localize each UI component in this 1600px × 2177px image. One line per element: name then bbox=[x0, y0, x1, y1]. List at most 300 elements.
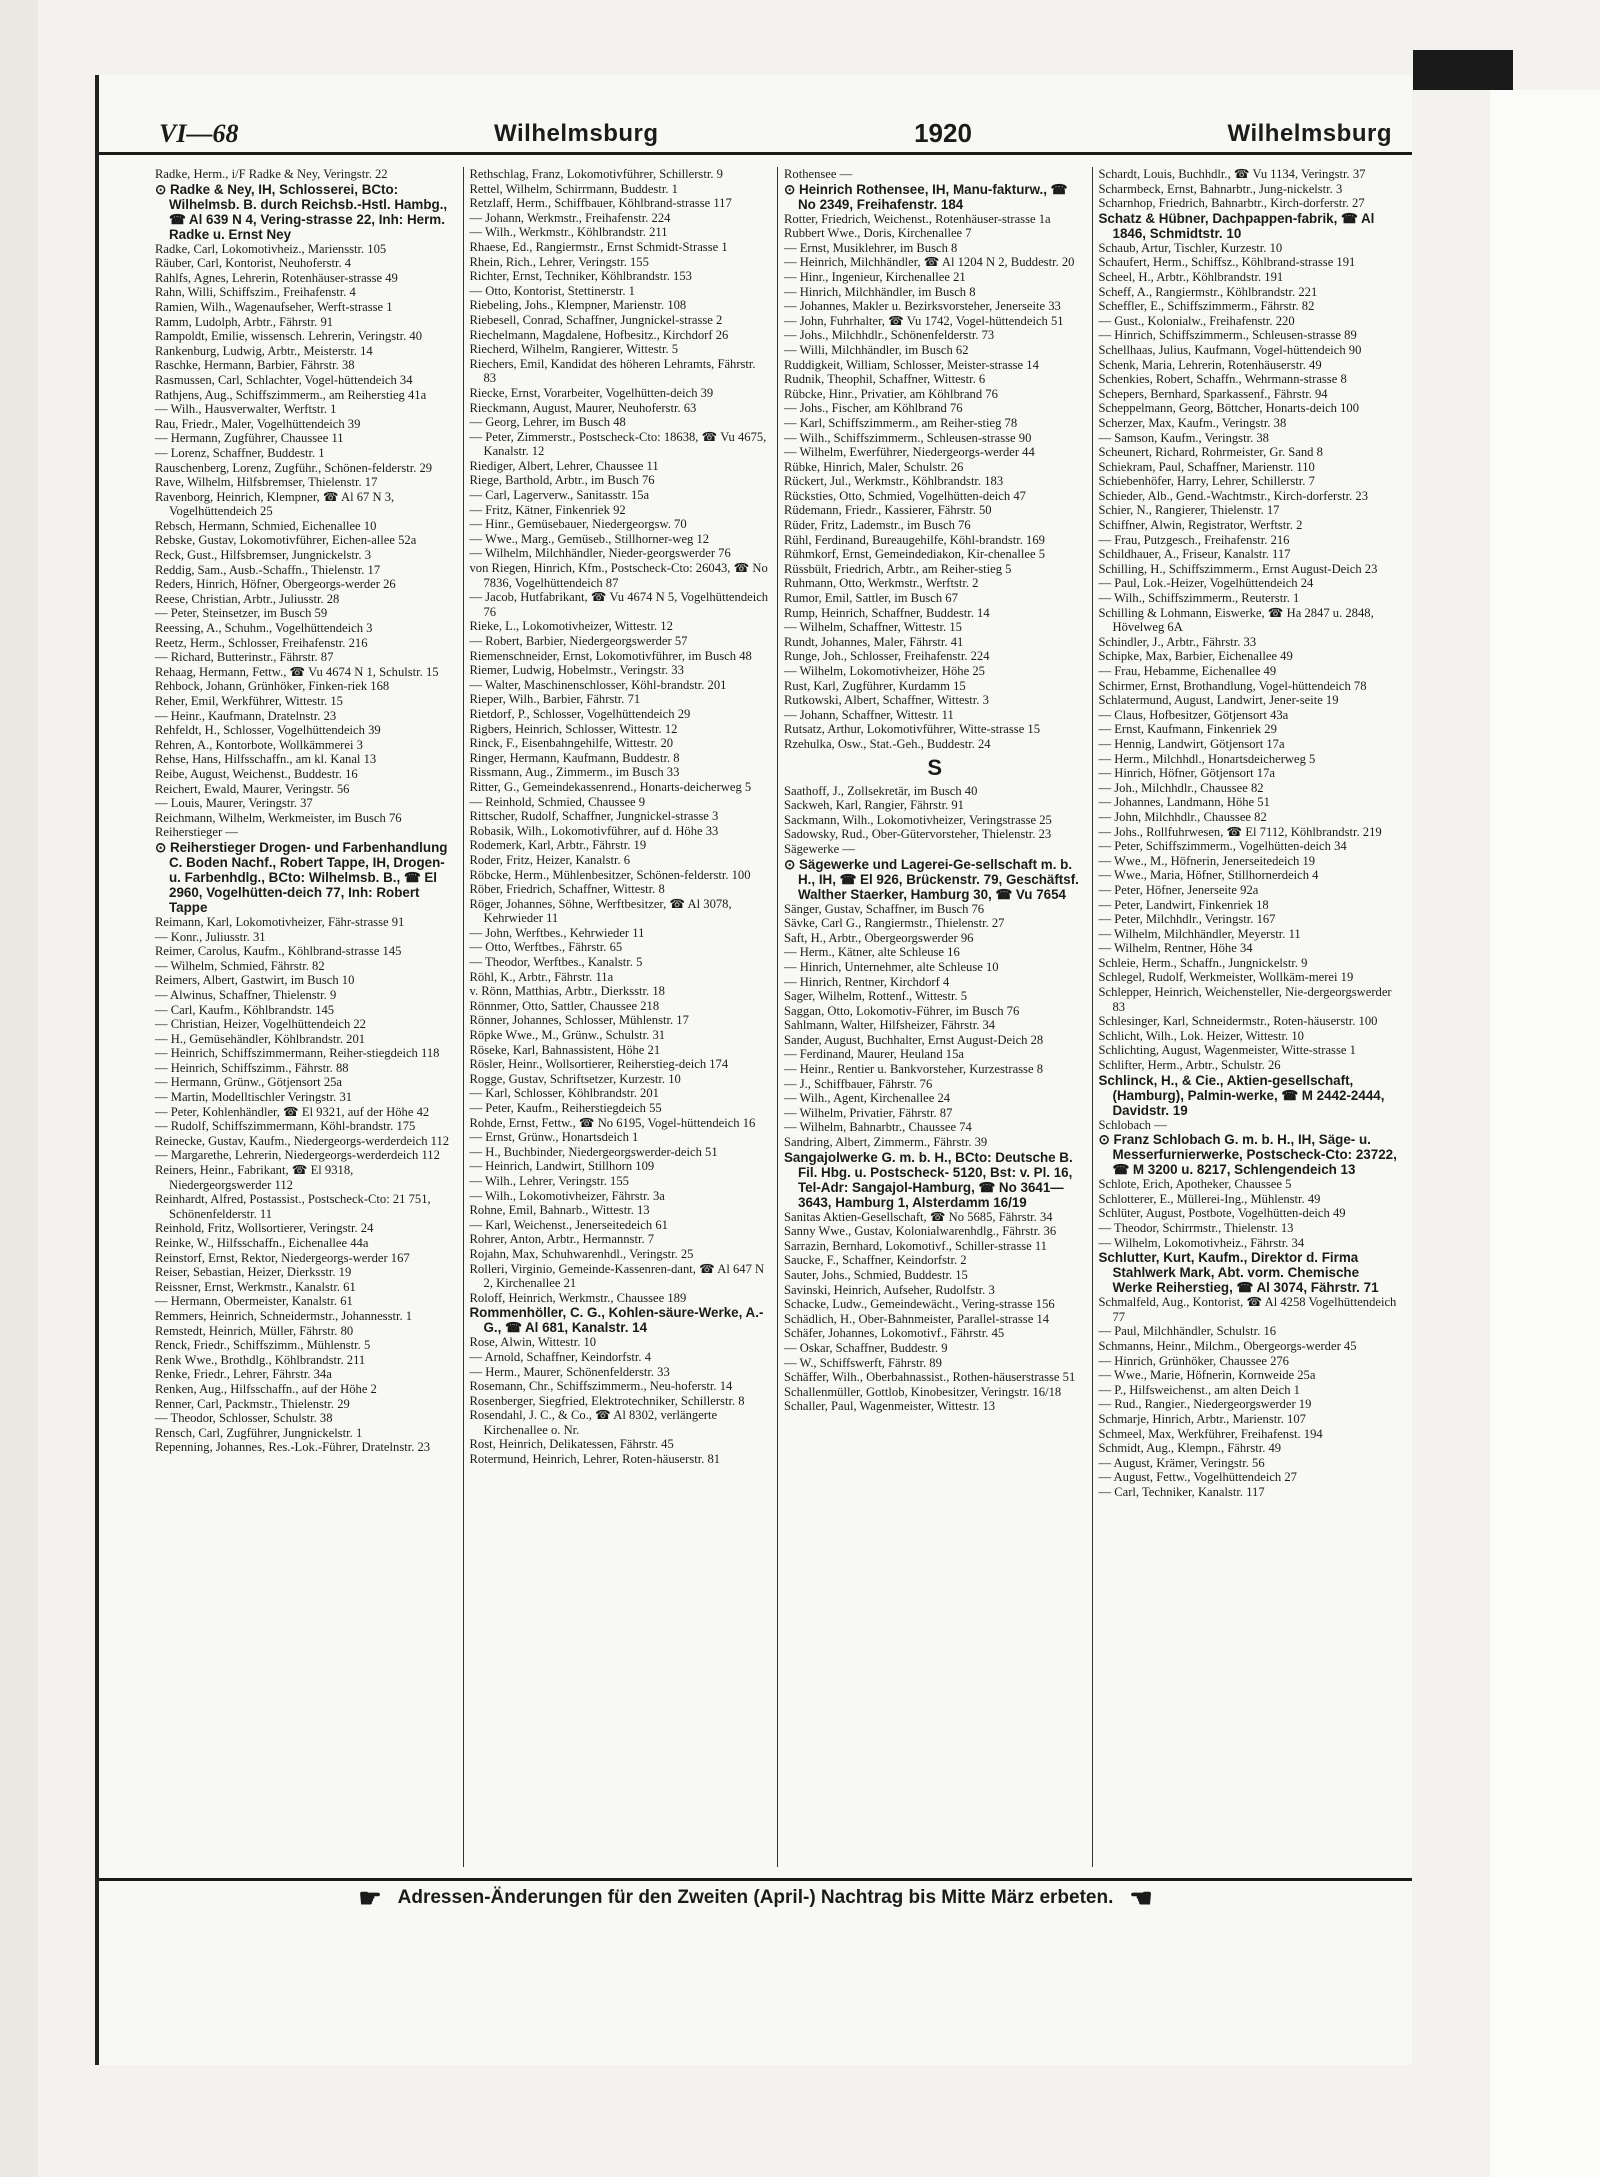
directory-entry: — Heinrich, Schiffszimm., Fährstr. 88 bbox=[155, 1060, 349, 1075]
directory-entry: — Theodor, Werftbes., Kanalstr. 5 bbox=[469, 955, 643, 970]
directory-entry: — Johs., Rollfuhrwesen, ☎ El 7112, Köhlbrandstr. 219 bbox=[1098, 824, 1382, 839]
directory-entry: Riebeling, Johs., Klempner, Marienstr. 108 bbox=[469, 298, 687, 313]
directory-entry: Runge, Joh., Schlosser, Freihafenstr. 224 bbox=[784, 649, 990, 664]
directory-entry: Rübcke, Hinr., Privatier, am Köhlbrand 76 bbox=[784, 386, 998, 401]
page-number: VI—68 bbox=[159, 118, 239, 148]
directory-entry: Rehbock, Johann, Grünhöker, Finken-riek 168 bbox=[155, 679, 390, 694]
directory-entry: — Wwe., Marg., Gemüseb., Stillhorner-weg 12 bbox=[469, 531, 710, 546]
directory-entry: — Peter, Schiffszimmerm., Vogelhütten-deich 34 bbox=[1098, 839, 1347, 854]
directory-entry: Schlesinger, Karl, Schneidermstr., Roten-häuserstr. 100 bbox=[1098, 1014, 1378, 1029]
column-4 bbox=[1093, 167, 1408, 1867]
directory-entry: Schmarje, Hinrich, Arbtr., Marienstr. 107 bbox=[1098, 1411, 1306, 1426]
directory-entry: — Martin, Modelltischler Veringstr. 31 bbox=[155, 1090, 353, 1105]
directory-entry: Rojahn, Max, Schuhwarenhdl., Veringstr. 25 bbox=[469, 1246, 694, 1261]
directory-entry: Schlichting, August, Wagenmeister, Witte-strasse 1 bbox=[1098, 1043, 1356, 1058]
directory-entry: — Wilh., Lehrer, Veringstr. 155 bbox=[469, 1173, 629, 1188]
directory-entry: Riediger, Albert, Lehrer, Chaussee 11 bbox=[469, 458, 659, 473]
scan-margin-left bbox=[0, 0, 38, 2177]
directory-entry: Reessing, A., Schuhm., Vogelhüttendeich 3 bbox=[155, 621, 373, 636]
directory-entry: — Johann, Werkmstr., Freihafenstr. 224 bbox=[469, 210, 671, 225]
directory-entry: Reinecke, Gustav, Kaufm., Niedergeorgs-werderdeich 112 bbox=[155, 1133, 450, 1148]
directory-entry: Schleie, Herm., Schaffn., Jungnickelstr. 9 bbox=[1098, 955, 1308, 970]
directory-entry: Schmidt, Aug., Klempn., Fährstr. 49 bbox=[1098, 1441, 1282, 1456]
directory-entry: — Johann, Schaffner, Wittestr. 11 bbox=[784, 707, 954, 722]
directory-entry: Scharnhop, Friedrich, Bahnarbtr., Kirch-dorferstr. 27 bbox=[1098, 196, 1365, 211]
directory-entry: — Wwe., Maria, Höfner, Stillhornerdeich 4 bbox=[1098, 868, 1319, 883]
directory-entry: Reimers, Albert, Gastwirt, im Busch 10 bbox=[155, 973, 355, 988]
directory-entry: — W., Schiffswerft, Fährstr. 89 bbox=[784, 1355, 942, 1370]
directory-entry: — Peter, Landwirt, Finkenriek 18 bbox=[1098, 897, 1269, 912]
directory-entry: Rösler, Heinr., Wollsortierer, Reiherstieg-deich 174 bbox=[469, 1057, 729, 1072]
directory-entry: Rohrer, Anton, Arbtr., Hermannstr. 7 bbox=[469, 1232, 655, 1247]
directory-entry: Schlüter, August, Postbote, Vogelhütten-deich 49 bbox=[1098, 1206, 1346, 1221]
directory-entry: — Ernst, Grünw., Honartsdeich 1 bbox=[469, 1130, 639, 1145]
directory-entry: Rost, Heinrich, Delikatessen, Fährstr. 45 bbox=[469, 1437, 674, 1452]
directory-entry: — Otto, Werftbes., Fährstr. 65 bbox=[469, 940, 623, 955]
firm-listing: Rommenhöller, C. G., Kohlen-säure-Werke, A.-G., ☎ Al 681, Kanalstr. 14 bbox=[469, 1305, 764, 1336]
directory-entry: Rudnik, Theophil, Schaffner, Wittestr. 6 bbox=[784, 372, 986, 387]
directory-entry: — Peter, Milchhdlr., Veringstr. 167 bbox=[1098, 912, 1276, 927]
page-header bbox=[99, 115, 1412, 155]
directory-entry: Reibe, August, Weichenst., Buddestr. 16 bbox=[155, 766, 358, 781]
directory-entry: Reiners, Heinr., Fabrikant, ☎ El 9318, Niedergeorgswerder 112 bbox=[155, 1163, 354, 1192]
firm-listing: ⊙ Radke & Ney, IH, Schlosserei, BCto: Wilhelmsb. B. durch Reichsb.-Hstl. Hambg., ☎ Al 639 N 4, Vering-strasse 22, Inh: Herm. Radke u. Ernst Ney bbox=[155, 181, 448, 242]
directory-entry: — H., Gemüsehändler, Köhlbrandstr. 201 bbox=[155, 1031, 366, 1046]
directory-entry: Schaub, Artur, Tischler, Kurzestr. 10 bbox=[1098, 240, 1283, 255]
directory-entry: Rehaag, Hermann, Fettw., ☎ Vu 4674 N 1, Schulstr. 15 bbox=[155, 664, 439, 679]
directory-entry: — Ferdinand, Maurer, Heuland 15a bbox=[784, 1047, 964, 1062]
directory-entry: Rumor, Emil, Sattler, im Busch 67 bbox=[784, 591, 958, 606]
directory-entry: Reimann, Karl, Lokomotivheizer, Fähr-strasse 91 bbox=[155, 914, 405, 929]
directory-entry: — Wilh., Lokomotivheizer, Fährstr. 3a bbox=[469, 1188, 665, 1203]
directory-entry: Scheffler, E., Schiffszimmerm., Fährstr. 82 bbox=[1098, 299, 1315, 314]
directory-entry: — Herm., Milchhdl., Honartsdeicherweg 5 bbox=[1098, 751, 1316, 766]
directory-entry: Rave, Wilhelm, Hilfsbremser, Thielenstr. 17 bbox=[155, 475, 378, 490]
directory-entry: Riebesell, Conrad, Schaffner, Jungnickel-strasse 2 bbox=[469, 312, 723, 327]
directory-entry: Rohne, Emil, Bahnarb., Wittestr. 13 bbox=[469, 1203, 650, 1218]
directory-entry: Raschke, Hermann, Barbier, Fährstr. 38 bbox=[155, 358, 355, 373]
directory-entry: — Peter, Höfner, Jenerseite 92a bbox=[1098, 882, 1259, 897]
directory-entry: Rasmussen, Carl, Schlachter, Vogel-hüttendeich 34 bbox=[155, 372, 413, 387]
directory-entry: — Wilhelm, Rentner, Höhe 34 bbox=[1098, 941, 1253, 956]
directory-entry: Rathjens, Aug., Schiffszimmerm., am Reiherstieg 41a bbox=[155, 387, 427, 402]
directory-entry: — Herm., Kätner, alte Schleuse 16 bbox=[784, 945, 960, 960]
directory-entry: Rotermund, Heinrich, Lehrer, Roten-häuserstr. 81 bbox=[469, 1452, 721, 1467]
directory-entry: Rodemerk, Karl, Arbtr., Fährstr. 19 bbox=[469, 838, 647, 853]
directory-entry: Reiherstieger — bbox=[155, 825, 238, 840]
directory-entry: — Konr., Juliusstr. 31 bbox=[155, 929, 266, 944]
directory-entry: Rzehulka, Osw., Stat.-Geh., Buddestr. 24 bbox=[784, 736, 991, 751]
directory-entry: — J., Schiffbauer, Fährstr. 76 bbox=[784, 1076, 933, 1091]
directory-entry: — Karl, Schiffszimmerm., am Reiher-stieg 78 bbox=[784, 415, 1018, 430]
directory-entry: Riemenschneider, Ernst, Lokomotivführer, im Busch 48 bbox=[469, 648, 752, 663]
directory-entry: Rhein, Rich., Lehrer, Veringstr. 155 bbox=[469, 254, 649, 269]
directory-entry: Rothensee — bbox=[784, 167, 853, 181]
directory-entry: Röseke, Karl, Bahnassistent, Höhe 21 bbox=[469, 1042, 661, 1057]
directory-entry: — Wilh., Werkmstr., Köhlbrandstr. 211 bbox=[469, 225, 668, 240]
directory-entry: Rosendahl, J. C., & Co., ☎ Al 8302, verlängerte Kirchenallee o. Nr. bbox=[469, 1408, 718, 1437]
directory-entry: Rehren, A., Kontorbote, Wollkämmerei 3 bbox=[155, 737, 363, 752]
directory-entry: — Hinrich, Rentner, Kirchdorf 4 bbox=[784, 974, 950, 989]
directory-entry: Rogge, Gustav, Schriftsetzer, Kurzestr. 10 bbox=[469, 1071, 681, 1086]
directory-entry: — Rudolf, Schiffszimmermann, Köhl-brandstr. 175 bbox=[155, 1119, 416, 1134]
directory-entry: Schipke, Max, Barbier, Eichenallee 49 bbox=[1098, 649, 1293, 664]
column-3 bbox=[778, 167, 1093, 1867]
directory-entry: Rutkowski, Albert, Schaffner, Wittestr. 3 bbox=[784, 693, 989, 708]
firm-listing: ⊙ Reiherstieger Drogen- und Farbenhandlung C. Boden Nachf., Robert Tappe, IH, Drogen- u. Farbenhdlg., BCto: Wilhelmsb. B., ☎ El 2960, Vogelhütten-deich 77, Inh: Robert Tappe bbox=[155, 839, 448, 915]
directory-entry: — Hennig, Landwirt, Götjensort 17a bbox=[1098, 736, 1285, 751]
directory-entry: — Ernst, Kaufmann, Finkenriek 29 bbox=[1098, 722, 1277, 737]
directory-entry: — Carl, Kaufm., Köhlbrandstr. 145 bbox=[155, 1002, 335, 1017]
directory-entry: — Peter, Kohlenhändler, ☎ El 9321, auf der Höhe 42 bbox=[155, 1104, 430, 1119]
directory-entry: Rigbers, Heinrich, Schlosser, Wittestr. 12 bbox=[469, 721, 678, 736]
directory-entry: Reinhold, Fritz, Wollsortierer, Veringstr. 24 bbox=[155, 1221, 374, 1236]
directory-entry: — Oskar, Schaffner, Buddestr. 9 bbox=[784, 1340, 948, 1355]
pointing-hand-left-icon: ☚ bbox=[1129, 1882, 1153, 1913]
directory-entry: Sadowsky, Rud., Ober-Gütervorsteher, Thielenstr. 23 bbox=[784, 827, 1052, 842]
directory-entry: — Carl, Lagerverw., Sanitasstr. 15a bbox=[469, 488, 650, 503]
directory-page bbox=[95, 75, 1412, 2065]
firm-listing: ⊙ Franz Schlobach G. m. b. H., IH, Säge- u. Messerfurnierwerke, Postscheck-Cto: 23722, ☎ M 3200 u. 8217, Schlengendeich 13 bbox=[1098, 1132, 1397, 1178]
directory-entry: Schlepper, Heinrich, Weichensteller, Nie-dergeorgswerder 83 bbox=[1098, 985, 1392, 1014]
directory-entry: — Lorenz, Schaffner, Buddestr. 1 bbox=[155, 445, 325, 460]
directory-entry: — Wilh., Hausverwalter, Werftstr. 1 bbox=[155, 402, 337, 417]
directory-entry: Saucke, F., Schaffner, Keindorfstr. 2 bbox=[784, 1253, 967, 1268]
firm-listing: ⊙ Sägewerke und Lagerei-Ge-sellschaft m. b. H., IH, ☎ El 926, Brückenstr. 79, Geschäftsf. Walther Staerker, Hamburg 30, ☎ Vu 7654 bbox=[784, 856, 1079, 902]
directory-entry: Renken, Aug., Hilfsschaffn., auf der Höhe 2 bbox=[155, 1381, 377, 1396]
directory-entry: — Hinrich, Unternehmer, alte Schleuse 10 bbox=[784, 959, 999, 974]
directory-entry: Rump, Heinrich, Schaffner, Buddestr. 14 bbox=[784, 605, 990, 620]
directory-entry: Sanitas Aktien-Gesellschaft, ☎ No 5685, Fährstr. 34 bbox=[784, 1209, 1053, 1224]
directory-entry: Rampoldt, Emilie, wissensch. Lehrerin, Veringstr. 40 bbox=[155, 329, 422, 344]
directory-entry: Rücksties, Otto, Schmied, Vogelhütten-deich 47 bbox=[784, 488, 1026, 503]
directory-entry: Rieckmann, August, Maurer, Neuhoferstr. 63 bbox=[469, 400, 697, 415]
directory-entry: — Otto, Kontorist, Stettinerstr. 1 bbox=[469, 283, 635, 298]
directory-entry: Riemer, Ludwig, Hobelmstr., Veringstr. 33 bbox=[469, 663, 684, 678]
directory-entry: — Arnold, Schaffner, Keindorfstr. 4 bbox=[469, 1349, 651, 1364]
directory-entry: Rolleri, Virginio, Gemeinde-Kassenren-dant, ☎ Al 647 N 2, Kirchenallee 21 bbox=[469, 1261, 765, 1291]
directory-entry: Schilling & Lohmann, Eiswerke, ☎ Ha 2847 u. 2848, Hövelweg 6A bbox=[1098, 605, 1374, 635]
right-running-title: Wilhelmsburg bbox=[1227, 119, 1392, 147]
directory-entry: Schädlich, H., Ober-Bahnmeister, Parallel-strasse 14 bbox=[784, 1311, 1050, 1326]
directory-entry: — Hinr., Ingenieur, Kirchenallee 21 bbox=[784, 269, 966, 284]
scan-clamp-bar bbox=[1413, 50, 1513, 90]
directory-entry: Rahn, Willi, Schiffszim., Freihafenstr. 4 bbox=[155, 285, 356, 300]
directory-entry: Rutsatz, Arthur, Lokomotivführer, Witte-strasse 15 bbox=[784, 722, 1041, 737]
directory-entry: Rauschenberg, Lorenz, Zugführ., Schönen-felderstr. 29 bbox=[155, 460, 433, 475]
directory-entry: — Margarethe, Lehrerin, Niedergeorgs-werderdeich 112 bbox=[155, 1148, 440, 1163]
directory-entry: Sänger, Gustav, Schaffner, im Busch 76 bbox=[784, 901, 985, 916]
directory-entry: von Riegen, Hinrich, Kfm., Postscheck-Cto: 26043, ☎ No 7836, Vogelhüttendeich 87 bbox=[469, 561, 768, 590]
directory-entry: Schellhaas, Julius, Kaufmann, Vogel-hüttendeich 90 bbox=[1098, 342, 1362, 357]
directory-entry: Riechelmann, Magdalene, Hofbesitz., Kirchdorf 26 bbox=[469, 327, 729, 342]
directory-entry: — Georg, Lehrer, im Busch 48 bbox=[469, 415, 626, 430]
directory-entry: Remstedt, Heinrich, Müller, Fährstr. 80 bbox=[155, 1323, 354, 1338]
directory-entry: Scheel, H., Arbtr., Köhlbrandstr. 191 bbox=[1098, 269, 1284, 284]
directory-entry: Rietdorf, P., Schlosser, Vogelhüttendeich 29 bbox=[469, 706, 691, 721]
directory-entry: Rühl, Ferdinand, Bureaugehilfe, Köhl-brandstr. 169 bbox=[784, 532, 1045, 547]
directory-entry: Schlotterer, E., Müllerei-Ing., Mühlenstr. 49 bbox=[1098, 1191, 1321, 1206]
directory-entry: Reichert, Ewald, Maurer, Veringstr. 56 bbox=[155, 781, 350, 796]
directory-entry: — Wilhelm, Schaffner, Wittestr. 15 bbox=[784, 620, 962, 635]
directory-entry: Sanny Wwe., Gustav, Kolonialwarenhdlg., Fährstr. 36 bbox=[784, 1224, 1057, 1239]
directory-entry: Rohde, Ernst, Fettw., ☎ No 6195, Vogel-hüttendeich 16 bbox=[469, 1115, 756, 1130]
directory-entry: Schieder, Alb., Gend.-Wachtmstr., Kirch-dorferstr. 23 bbox=[1098, 488, 1369, 503]
directory-entry: — Alwinus, Schaffner, Thielenstr. 9 bbox=[155, 987, 337, 1002]
directory-entry: Schlegel, Rudolf, Werkmeister, Wollkäm-merei 19 bbox=[1098, 970, 1354, 985]
firm-listing: Schlutter, Kurt, Kaufm., Direktor d. Firma Stahlwerk Mark, Abt. vorm. Chemische Werke Reiherstieg, ☎ Al 3074, Fährstr. 71 bbox=[1098, 1250, 1379, 1296]
directory-entry: Reese, Christian, Arbtr., Juliusstr. 28 bbox=[155, 591, 340, 606]
directory-entry: Reinhardt, Alfred, Postassist., Postscheck-Cto: 21 751, Schönenfelderstr. 11 bbox=[155, 1192, 431, 1221]
firm-listing: Schlinck, H., & Cie., Aktien-gesellschaft, (Hamburg), Palmin-werke, ☎ M 2442-2444, Davidstr. 19 bbox=[1098, 1072, 1385, 1118]
directory-entry: — John, Werftbes., Kehrwieder 11 bbox=[469, 925, 645, 940]
directory-entry: — Peter, Zimmerstr., Postscheck-Cto: 18638, ☎ Vu 4675, Kanalstr. 12 bbox=[469, 429, 767, 459]
directory-entry: — Wilh., Schiffszimmerm., Reuterstr. 1 bbox=[1098, 591, 1300, 606]
directory-entry: Rönnmer, Otto, Sattler, Chaussee 218 bbox=[469, 998, 660, 1013]
directory-entry: v. Rönn, Matthias, Arbtr., Dierksstr. 18 bbox=[469, 984, 665, 999]
directory-entry: — Theodor, Schlosser, Schulstr. 38 bbox=[155, 1411, 333, 1426]
directory-entry: Reck, Gust., Hilfsbremser, Jungnickelstr. 3 bbox=[155, 548, 372, 563]
directory-entry: Rotter, Friedrich, Weichenst., Rotenhäuser-strasse 1a bbox=[784, 211, 1051, 226]
directory-entry: Robasik, Wilh., Lokomotivführer, auf d. Höhe 33 bbox=[469, 823, 719, 838]
directory-entry: — Wilhelm, Milchhändler, Nieder-georgswerder 76 bbox=[469, 546, 731, 561]
directory-entry: Schilling, H., Schiffszimmerm., Ernst August-Deich 23 bbox=[1098, 561, 1378, 576]
directory-entry: Schardt, Louis, Buchhdlr., ☎ Vu 1134, Veringstr. 37 bbox=[1098, 167, 1366, 181]
directory-entry: Rüdemann, Friedr., Kassierer, Fährstr. 50 bbox=[784, 503, 992, 518]
directory-entry: Ruhmann, Otto, Werkmstr., Werftstr. 2 bbox=[784, 576, 979, 591]
directory-entry: — Peter, Steinsetzer, im Busch 59 bbox=[155, 606, 328, 621]
directory-entry: Schildhauer, A., Friseur, Kanalstr. 117 bbox=[1098, 547, 1291, 562]
directory-entry: — August, Krämer, Veringstr. 56 bbox=[1098, 1455, 1265, 1470]
directory-entry: — H., Buchbinder, Niedergeorgswerder-deich 51 bbox=[469, 1144, 718, 1159]
directory-entry: Schallenmüller, Gottlob, Kinobesitzer, Veringstr. 16/18 bbox=[784, 1384, 1062, 1399]
directory-entry: Radke, Carl, Lokomotivheiz., Mariensstr. 105 bbox=[155, 241, 387, 256]
directory-entry: Schier, N., Rangierer, Thielenstr. 17 bbox=[1098, 503, 1280, 518]
directory-entry: Ritter, G., Gemeindekassenrend., Honarts-deicherweg 5 bbox=[469, 779, 752, 794]
directory-entry: Rieper, Wilh., Barbier, Fährstr. 71 bbox=[469, 692, 641, 707]
directory-entry: Renk Wwe., Brothdlg., Köhlbrandstr. 211 bbox=[155, 1352, 366, 1367]
left-running-title: Wilhelmsburg bbox=[494, 119, 659, 147]
directory-entry: — August, Fettw., Vogelhüttendeich 27 bbox=[1098, 1470, 1297, 1485]
directory-entry: — Karl, Weichenst., Jenerseitedeich 61 bbox=[469, 1217, 668, 1232]
directory-entry: Sandring, Albert, Zimmerm., Fährstr. 39 bbox=[784, 1135, 988, 1150]
directory-entry: Renner, Carl, Packmstr., Thielenstr. 29 bbox=[155, 1396, 350, 1411]
directory-entry: — Fritz, Kätner, Finkenriek 92 bbox=[469, 502, 626, 517]
directory-entry: — Herm., Maurer, Schönenfelderstr. 33 bbox=[469, 1364, 670, 1379]
directory-entry: — Wilhelm, Ewerführer, Niedergeorgs-werder 44 bbox=[784, 445, 1035, 460]
directory-entry: Schacke, Ludw., Gemeindewächt., Vering-strasse 156 bbox=[784, 1297, 1055, 1312]
directory-entry: Saathoff, J., Zollsekretär, im Busch 40 bbox=[784, 783, 978, 798]
firm-listing: Schatz & Hübner, Dachpappen-fabrik, ☎ Al 1846, Schmidtstr. 10 bbox=[1098, 210, 1375, 241]
directory-entry: Sahlmann, Walter, Hilfsheizer, Fährstr. 34 bbox=[784, 1018, 996, 1033]
directory-entry: — Wilh., Agent, Kirchenallee 24 bbox=[784, 1091, 951, 1106]
directory-entry: Ruddigkeit, William, Schlosser, Meister-strasse 14 bbox=[784, 357, 1039, 372]
directory-entry: Schenk, Maria, Lehrerin, Rotenhäuserstr. 49 bbox=[1098, 357, 1322, 372]
directory-entry: Reissner, Ernst, Werkmstr., Kanalstr. 61 bbox=[155, 1279, 356, 1294]
directory-entry: Sägewerke — bbox=[784, 841, 855, 856]
directory-entry: — Wwe., Marie, Höfnerin, Kornweide 25a bbox=[1098, 1368, 1316, 1383]
directory-entry: Schlifter, Herm., Arbtr., Schulstr. 26 bbox=[1098, 1058, 1281, 1073]
directory-entry: Schiebenhöfer, Harry, Lehrer, Schillerstr. 7 bbox=[1098, 474, 1315, 489]
directory-entry: Saft, H., Arbtr., Obergeorgswerder 96 bbox=[784, 930, 974, 945]
directory-entry: Ramm, Ludolph, Arbtr., Fährstr. 91 bbox=[155, 314, 334, 329]
directory-entry: Rhaese, Ed., Rangiermstr., Ernst Schmidt-Strasse 1 bbox=[469, 239, 728, 254]
directory-entry: Roloff, Heinrich, Werkmstr., Chaussee 189 bbox=[469, 1290, 687, 1305]
directory-entry: — Heinrich, Landwirt, Stillhorn 109 bbox=[469, 1159, 655, 1174]
directory-entry: — Frau, Hebamme, Eichenallee 49 bbox=[1098, 664, 1277, 678]
directory-entry: Schenkies, Robert, Schaffn., Wehrmann-strasse 8 bbox=[1098, 372, 1347, 387]
directory-entry: Schiekram, Paul, Schaffner, Marienstr. 110 bbox=[1098, 459, 1315, 474]
directory-entry: — Wilhelm, Bahnarbtr., Chaussee 74 bbox=[784, 1120, 972, 1135]
directory-entry: Scheppelmann, Georg, Böttcher, Honarts-deich 100 bbox=[1098, 401, 1360, 416]
directory-entry: Schaufert, Herm., Schiffsz., Köhlbrand-strasse 191 bbox=[1098, 255, 1356, 270]
directory-entry: — Hinrich, Schiffszimmerm., Schleusen-strasse 89 bbox=[1098, 328, 1357, 343]
directory-entry: Rose, Alwin, Wittestr. 10 bbox=[469, 1335, 597, 1350]
directory-entry: Sackmann, Wilh., Lokomotivheizer, Veringstrasse 25 bbox=[784, 812, 1052, 827]
directory-entry: Rebsch, Hermann, Schmied, Eichenallee 10 bbox=[155, 518, 377, 533]
directory-entry: Röber, Friedrich, Schaffner, Wittestr. 8 bbox=[469, 882, 665, 897]
directory-entry: Scheunert, Richard, Rohrmeister, Gr. Sand 8 bbox=[1098, 445, 1323, 460]
directory-entry: — Johs., Fischer, am Köhlbrand 76 bbox=[784, 401, 963, 416]
directory-entry: Renck, Friedr., Schiffszimm., Mühlenstr. 5 bbox=[155, 1338, 371, 1353]
directory-entry: Rundt, Johannes, Maler, Fährstr. 41 bbox=[784, 634, 964, 649]
directory-entry: — Walter, Maschinenschlosser, Köhl-brandstr. 201 bbox=[469, 677, 727, 692]
directory-entry: Richter, Ernst, Techniker, Köhlbrandstr. 153 bbox=[469, 269, 692, 284]
directory-entry: Rahlfs, Agnes, Lehrerin, Rotenhäuser-strasse 49 bbox=[155, 270, 398, 285]
directory-entry: Repenning, Johannes, Res.-Lok.-Führer, Dratelnstr. 23 bbox=[155, 1440, 431, 1455]
directory-entry: Ramien, Wilh., Wagenaufseher, Werft-strasse 1 bbox=[155, 299, 393, 314]
directory-entry: Remmers, Heinrich, Schneidermstr., Johannesstr. 1 bbox=[155, 1308, 413, 1323]
directory-entry: — Wilhelm, Privatier, Fährstr. 87 bbox=[784, 1105, 953, 1120]
directory-entry: — Wilhelm, Lokomotivheizer, Höhe 25 bbox=[784, 664, 985, 678]
directory-entry: — Ernst, Musiklehrer, im Busch 8 bbox=[784, 240, 958, 255]
directory-entry: Schmanns, Heinr., Milchm., Obergeorgs-werder 45 bbox=[1098, 1338, 1357, 1353]
directory-entry: Reinstorf, Ernst, Rektor, Niedergeorgs-werder 167 bbox=[155, 1250, 410, 1265]
directory-entry: Schmeel, Max, Werkführer, Freihafenst. 194 bbox=[1098, 1426, 1323, 1441]
column-1 bbox=[149, 167, 464, 1867]
directory-entry: — Heinr., Rentier u. Bankvorsteher, Kurzestrasse 8 bbox=[784, 1062, 1043, 1077]
directory-entry: Retzlaff, Herm., Schiffbauer, Köhlbrand-strasse 117 bbox=[469, 196, 732, 211]
directory-entry: Sager, Wilhelm, Rottenf., Wittestr. 5 bbox=[784, 989, 968, 1004]
directory-entry: Räuber, Carl, Kontorist, Neuhoferstr. 4 bbox=[155, 256, 352, 271]
directory-entry: Rückert, Jul., Werkmstr., Köhlbrandstr. 183 bbox=[784, 474, 1004, 489]
directory-entry: — Joh., Milchhdlr., Chaussee 82 bbox=[1098, 780, 1264, 795]
directory-entry: Reddig, Sam., Ausb.-Schaffn., Thielenstr. 17 bbox=[155, 562, 381, 577]
directory-entry: Radke, Herm., i/F Radke & Ney, Veringstr. 22 bbox=[155, 167, 388, 181]
page-footer bbox=[99, 1878, 1412, 1915]
directory-entry: — Paul, Lok.-Heizer, Vogelhüttendeich 24 bbox=[1098, 576, 1314, 591]
directory-entry: Röhl, K., Arbtr., Fährstr. 11a bbox=[469, 969, 614, 984]
directory-entry: Rankenburg, Ludwig, Arbtr., Meisterstr. 14 bbox=[155, 343, 373, 358]
directory-entry: — Hinrich, Milchhändler, im Busch 8 bbox=[784, 284, 976, 299]
directory-entry: — John, Milchhdlr., Chaussee 82 bbox=[1098, 809, 1267, 824]
adjacent-page-strip bbox=[1490, 90, 1600, 2177]
directory-entry: — Carl, Techniker, Kanalstr. 117 bbox=[1098, 1484, 1265, 1499]
directory-entry: — John, Fuhrhalter, ☎ Vu 1742, Vogel-hüttendeich 51 bbox=[784, 313, 1064, 328]
directory-entry: — Gust., Kolonialw., Freihafenstr. 220 bbox=[1098, 313, 1295, 328]
directory-entry: Schlicht, Wilh., Lok. Heizer, Wittestr. 10 bbox=[1098, 1028, 1304, 1043]
directory-entry: Schlatermund, August, Landwirt, Jener-seite 19 bbox=[1098, 693, 1339, 708]
directory-entry: Scharmbeck, Ernst, Bahnarbtr., Jung-nickelstr. 3 bbox=[1098, 181, 1343, 196]
firm-listing: ⊙ Heinrich Rothensee, IH, Manu-fakturw., ☎ No 2349, Freihafenstr. 184 bbox=[784, 181, 1068, 212]
directory-entry: Rönner, Johannes, Schlosser, Mühlenstr. 17 bbox=[469, 1013, 689, 1028]
directory-entry: — Theodor, Schirrmstr., Thielenstr. 13 bbox=[1098, 1221, 1294, 1235]
directory-entry: Schlobach — bbox=[1098, 1117, 1167, 1132]
directory-entry: Ringer, Hermann, Kaufmann, Buddestr. 8 bbox=[469, 750, 680, 765]
directory-entry: Sander, August, Buchhalter, Ernst August-Deich 28 bbox=[784, 1032, 1044, 1047]
directory-entry: Ravenborg, Heinrich, Klempner, ☎ Al 67 N 3, Vogelhüttendeich 25 bbox=[155, 489, 395, 519]
directory-entry: Rüssbült, Friedrich, Arbtr., am Reiher-stieg 5 bbox=[784, 561, 1012, 576]
firm-listing: Sangajolwerke G. m. b. H., BCto: Deutsche B. Fil. Hbg. u. Postscheck- 5120, Bst: v. Pl. 16, Tel-Adr: Sangajol-Hamburg, ☎ No 3641—3643, Hamburg 1, Alsterdamm 16/19 bbox=[784, 1149, 1073, 1210]
directory-entry: Rubbert Wwe., Doris, Kirchenallee 7 bbox=[784, 226, 972, 241]
directory-entry: Rust, Karl, Zugführer, Kurdamm 15 bbox=[784, 678, 966, 693]
directory-entry: Sävke, Carl G., Rangiermstr., Thielenstr. 27 bbox=[784, 916, 1005, 931]
directory-entry: Schäfer, Johannes, Lokomotivf., Fährstr. 45 bbox=[784, 1326, 1005, 1341]
directory-entry: Sackweh, Karl, Rangier, Fährstr. 91 bbox=[784, 798, 964, 813]
directory-entry: — Reinhold, Schmied, Chaussee 9 bbox=[469, 794, 646, 809]
directory-entry: Schirmer, Ernst, Brothandlung, Vogel-hüttendeich 78 bbox=[1098, 678, 1367, 693]
directory-entry: — Rud., Rangier., Niedergeorgswerder 19 bbox=[1098, 1397, 1312, 1412]
directory-entry: Schepers, Bernhard, Sparkassenf., Fährstr. 94 bbox=[1098, 386, 1328, 401]
directory-entry: — Robert, Barbier, Niedergeorgswerder 57 bbox=[469, 634, 688, 648]
directory-entry: — Hinrich, Höfner, Götjensort 17a bbox=[1098, 766, 1275, 781]
directory-entry: Rensch, Carl, Zugführer, Jungnickelstr. 1 bbox=[155, 1425, 363, 1440]
directory-entry: — Johannes, Landmann, Höhe 51 bbox=[1098, 795, 1270, 810]
directory-entry: — Wilhelm, Milchhändler, Meyerstr. 11 bbox=[1098, 926, 1301, 941]
directory-entry: Rübke, Hinrich, Maler, Schulstr. 26 bbox=[784, 459, 964, 474]
section-letter: S bbox=[927, 754, 943, 780]
directory-entry: — Willi, Milchhändler, im Busch 62 bbox=[784, 342, 969, 357]
directory-entry: Schaller, Paul, Wagenmeister, Wittestr. 13 bbox=[784, 1399, 996, 1414]
directory-entry: Rinck, F., Eisenbahngehilfe, Wittestr. 20 bbox=[469, 736, 674, 751]
directory-entry: — Wilhelm, Schmied, Fährstr. 82 bbox=[155, 958, 325, 973]
directory-entry: Reinke, W., Hilfsschaffn., Eichenallee 44a bbox=[155, 1236, 369, 1250]
directory-entry: Savinski, Heinrich, Aufseher, Rudolfstr. 3 bbox=[784, 1282, 995, 1297]
directory-entry: Reimer, Carolus, Kaufm., Köhlbrand-strasse 145 bbox=[155, 944, 402, 959]
directory-entry: — Hermann, Zugführer, Chaussee 11 bbox=[155, 431, 344, 446]
directory-columns bbox=[149, 167, 1407, 1867]
directory-entry: — Hermann, Grünw., Götjensort 25a bbox=[155, 1075, 342, 1090]
directory-entry: — Wilh., Schiffszimmerm., Schleusen-strasse 90 bbox=[784, 430, 1032, 445]
directory-entry: — Hinrich, Grünhöker, Chaussee 276 bbox=[1098, 1353, 1289, 1368]
directory-entry: — Peter, Kaufm., Reiherstiegdeich 55 bbox=[469, 1101, 662, 1115]
directory-entry: — Paul, Milchhändler, Schulstr. 16 bbox=[1098, 1324, 1277, 1339]
directory-entry: — Jacob, Hutfabrikant, ☎ Vu 4674 N 5, Vogelhüttendeich 76 bbox=[469, 590, 769, 619]
directory-entry: Rehfeldt, H., Schlosser, Vogelhüttendeich 39 bbox=[155, 723, 381, 738]
column-2 bbox=[464, 167, 779, 1867]
directory-entry: Röpke Wwe., M., Grünw., Schulstr. 31 bbox=[469, 1028, 666, 1043]
directory-entry: — Heinr., Kaufmann, Dratelnstr. 23 bbox=[155, 708, 337, 723]
directory-entry: Rehse, Hans, Hilfsschaffn., am kl. Kanal 13 bbox=[155, 752, 377, 767]
directory-entry: Rethschlag, Franz, Lokomotivführer, Schillerstr. 9 bbox=[469, 167, 723, 181]
directory-entry: Röbcke, Herm., Mühlenbesitzer, Schönen-felderstr. 100 bbox=[469, 867, 751, 882]
directory-entry: Roder, Fritz, Heizer, Kanalstr. 6 bbox=[469, 852, 631, 867]
directory-entry: Schäffer, Wilh., Oberbahnassist., Rothen-häuserstrasse 51 bbox=[784, 1370, 1076, 1385]
directory-entry: Schindler, J., Arbtr., Fährstr. 33 bbox=[1098, 634, 1257, 649]
directory-entry: Sarrazin, Bernhard, Lokomotivf., Schiller-strasse 11 bbox=[784, 1238, 1047, 1253]
directory-entry: Riechers, Emil, Kandidat des höheren Lehramts, Fährstr. 83 bbox=[469, 356, 756, 386]
directory-entry: Rettel, Wilhelm, Schirrmann, Buddestr. 1 bbox=[469, 181, 678, 196]
directory-entry: — Christian, Heizer, Vogelhüttendeich 22 bbox=[155, 1017, 366, 1032]
directory-entry: Reiser, Sebastian, Heizer, Dierksstr. 19 bbox=[155, 1265, 352, 1280]
directory-entry: Scherzer, Max, Kaufm., Veringstr. 38 bbox=[1098, 415, 1287, 430]
directory-entry: Rittscher, Rudolf, Schaffner, Jungnickel-strasse 3 bbox=[469, 809, 719, 824]
directory-entry: Reders, Hinrich, Höfner, Obergeorgs-werder 26 bbox=[155, 577, 396, 592]
directory-entry: — Hermann, Obermeister, Kanalstr. 61 bbox=[155, 1294, 353, 1309]
directory-entry: Schiffner, Alwin, Registrator, Werftstr. 2 bbox=[1098, 518, 1303, 533]
directory-entry: — P., Hilfsweichenst., am alten Deich 1 bbox=[1098, 1382, 1300, 1397]
directory-entry: Scheff, A., Rangiermstr., Köhlbrandstr. 221 bbox=[1098, 284, 1318, 299]
